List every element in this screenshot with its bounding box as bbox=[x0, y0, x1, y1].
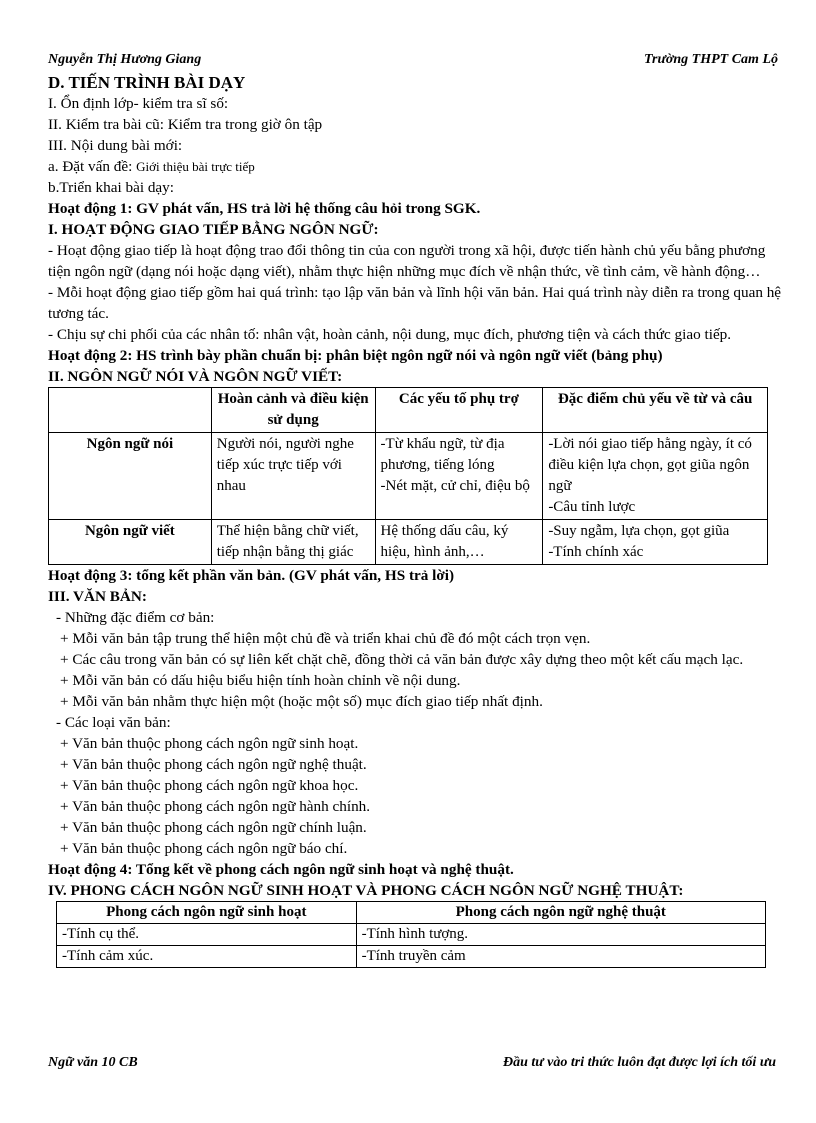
type-item: + Văn bản thuộc phong cách ngôn ngữ chính luận. bbox=[60, 819, 367, 836]
table-cell: Người nói, người nghe tiếp xúc trực tiếp với nhau bbox=[211, 433, 375, 520]
activity-1-heading: Hoạt động 1: GV phát vấn, HS trả lời hệ thống câu hỏi trong SGK. bbox=[48, 200, 481, 217]
table-row bbox=[49, 520, 768, 565]
table-header-cell: Các yếu tố phụ trợ bbox=[375, 388, 543, 433]
footer-right: Đầu tư vào tri thức luôn đạt được lợi ích tối ưu bbox=[503, 1055, 776, 1070]
type-item: + Văn bản thuộc phong cách ngôn ngữ khoa học. bbox=[60, 777, 359, 794]
section-1-paragraph-2: - Mỗi hoạt động giao tiếp gồm hai quá trình: tạo lập văn bản và lĩnh hội văn bản. Hai quá trình này diễn ra trong quan hệ tương tác. bbox=[48, 284, 782, 322]
feature-item: + Mỗi văn bản có dấu hiệu biểu hiện tính hoàn chỉnh về nội dung. bbox=[60, 672, 461, 689]
table-header-cell: Phong cách ngôn ngữ sinh hoạt bbox=[57, 902, 357, 924]
page-footer bbox=[48, 1055, 776, 1071]
step-1: I. Ổn định lớp- kiểm tra sĩ số: bbox=[48, 95, 229, 112]
type-item: + Văn bản thuộc phong cách ngôn ngữ hành chính. bbox=[60, 798, 371, 815]
table-cell: Hệ thống dấu câu, ký hiệu, hình ảnh,… bbox=[375, 520, 543, 565]
style-comparison-table bbox=[56, 901, 766, 968]
step-3b: b.Triển khai bài dạy: bbox=[48, 179, 174, 196]
step-3a-label: a. Đặt vấn đề: bbox=[48, 158, 133, 175]
table-cell: -Tính cảm xúc. bbox=[57, 946, 357, 968]
step-3a bbox=[48, 156, 783, 177]
footer-left: Ngữ văn 10 CB bbox=[48, 1055, 138, 1070]
cell-line: -Tính chính xác bbox=[548, 544, 644, 560]
cell-line: -Suy ngẫm, lựa chọn, gọt giũa bbox=[548, 523, 730, 539]
section-1-title: I. HOẠT ĐỘNG GIAO TIẾP BẰNG NGÔN NGỮ: bbox=[48, 221, 379, 238]
feature-item: + Mỗi văn bản nhằm thực hiện một (hoặc một số) mục đích giao tiếp nhất định. bbox=[60, 693, 543, 710]
table-row bbox=[57, 924, 766, 946]
table-row bbox=[49, 433, 768, 520]
feature-item: + Mỗi văn bản tập trung thể hiện một chủ đề và triển khai chủ đề đó một cách trọn vẹn. bbox=[60, 630, 591, 647]
table-cell: -Tính hình tượng. bbox=[356, 924, 765, 946]
table-header-cell: Phong cách ngôn ngữ nghệ thuật bbox=[356, 902, 765, 924]
type-item: + Văn bản thuộc phong cách ngôn ngữ báo chí. bbox=[60, 840, 348, 857]
table-cell bbox=[375, 433, 543, 520]
feature-item: + Các câu trong văn bản có sự liên kết chặt chẽ, đồng thời cả văn bản được xây dựng theo một kết cấu mạch lạc. bbox=[60, 651, 744, 668]
table-cell: -Tính cụ thể. bbox=[57, 924, 357, 946]
type-item: + Văn bản thuộc phong cách ngôn ngữ sinh hoạt. bbox=[60, 735, 359, 752]
activity-2-heading: Hoạt động 2: HS trình bày phần chuẩn bị: phân biệt ngôn ngữ nói và ngôn ngữ viết (bảng phụ) bbox=[48, 347, 663, 364]
school-name: Trường THPT Cam Lộ bbox=[644, 52, 778, 67]
cell-line: -Nét mặt, cử chỉ, điệu bộ bbox=[380, 478, 530, 494]
table-cell bbox=[543, 520, 768, 565]
section-3-title: III. VĂN BẢN: bbox=[48, 588, 147, 605]
features-label: - Những đặc điểm cơ bản: bbox=[56, 609, 215, 626]
row-label-spoken: Ngôn ngữ nói bbox=[49, 433, 212, 520]
section-d-title: D. TIẾN TRÌNH BÀI DẠY bbox=[48, 73, 246, 92]
cell-line: -Lời nói giao tiếp hằng ngày, ít có điều kiện lựa chọn, gọt giũa ngôn ngữ bbox=[548, 436, 752, 494]
step-3a-text: Giới thiệu bài trực tiếp bbox=[136, 159, 255, 174]
table-cell: -Tính truyền cảm bbox=[356, 946, 765, 968]
types-label: - Các loại văn bản: bbox=[56, 714, 171, 731]
table-cell: Thể hiện bằng chữ viết, tiếp nhận bằng thị giác bbox=[211, 520, 375, 565]
table-header-row bbox=[49, 388, 768, 433]
section-4-title: IV. PHONG CÁCH NGÔN NGỮ SINH HOẠT VÀ PHONG CÁCH NGÔN NGỮ NGHỆ THUẬT: bbox=[48, 882, 684, 899]
table-row bbox=[57, 946, 766, 968]
cell-line: -Từ khẩu ngữ, từ địa phương, tiếng lóng bbox=[380, 436, 505, 473]
table-header-cell: Đặc điểm chủ yếu về từ và câu bbox=[543, 388, 768, 433]
page-header bbox=[48, 52, 778, 68]
table-header-cell: Hoàn cảnh và điều kiện sử dụng bbox=[211, 388, 375, 433]
activity-4-heading: Hoạt động 4: Tổng kết về phong cách ngôn ngữ sinh hoạt và nghệ thuật. bbox=[48, 861, 514, 878]
type-item: + Văn bản thuộc phong cách ngôn ngữ nghệ thuật. bbox=[60, 756, 367, 773]
table-cell bbox=[543, 433, 768, 520]
step-3: III. Nội dung bài mới: bbox=[48, 137, 183, 154]
activity-3-heading: Hoạt động 3: tổng kết phần văn bản. (GV phát vấn, HS trả lời) bbox=[48, 567, 455, 584]
section-2-title: II. NGÔN NGỮ NÓI VÀ NGÔN NGỮ VIẾT: bbox=[48, 368, 343, 385]
spoken-written-table bbox=[48, 387, 768, 565]
step-2: II. Kiểm tra bài cũ: Kiểm tra trong giờ ôn tập bbox=[48, 116, 323, 133]
table-header-row bbox=[57, 902, 766, 924]
author-name: Nguyễn Thị Hương Giang bbox=[48, 52, 202, 67]
section-1-paragraph-1: - Hoạt động giao tiếp là hoạt động trao đổi thông tin của con người trong xã hội, được tiến hành chủ yếu bằng phương tiện ngôn ngữ (dạng nói hoặc dạng viết), nhằm thực hiện những mục đích về nhận thức, về tình cảm, về hành động… bbox=[48, 242, 766, 280]
document-body bbox=[48, 72, 783, 968]
section-1-paragraph-3: - Chịu sự chi phối của các nhân tố: nhân vật, hoàn cảnh, nội dung, mục đích, phương tiện và cách thức giao tiếp. bbox=[48, 326, 732, 343]
table-header-cell bbox=[49, 388, 212, 433]
row-label-written: Ngôn ngữ viết bbox=[49, 520, 212, 565]
cell-line: -Câu tỉnh lược bbox=[548, 499, 636, 515]
